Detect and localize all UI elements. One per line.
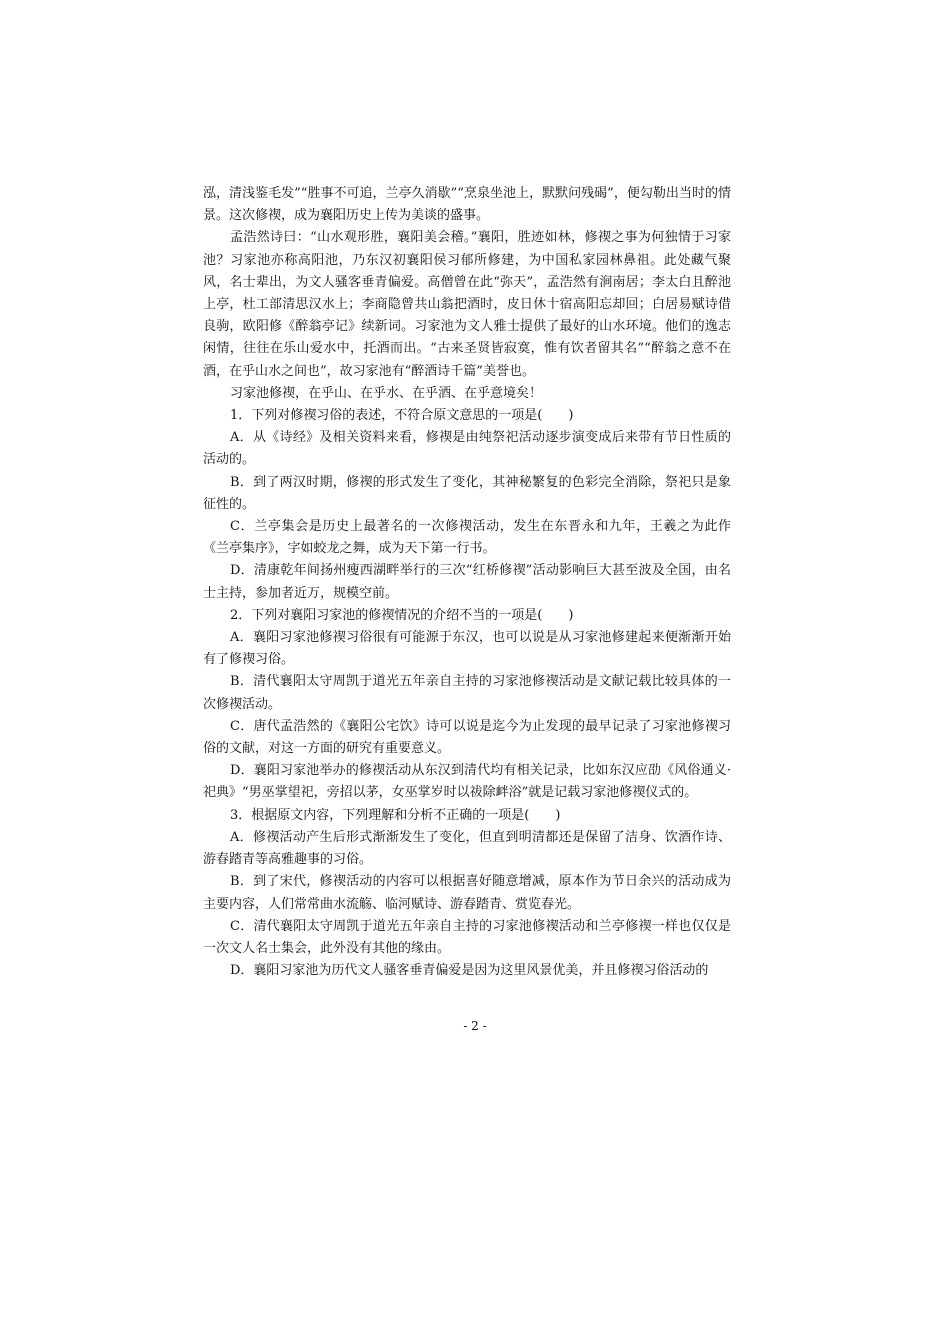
question-1-option-b: B．到了两汉时期，修禊的形式发生了变化，其神秘繁复的色彩完全消除，祭祀只是象征性的。 [203,474,731,512]
document-page [203,183,731,982]
question-3-option-a: A．修禊活动产生后形式渐渐发生了变化，但直到明清都还是保留了洁身、饮酒作诗、游春踏青等高雅趣事的习俗。 [203,829,731,868]
question-2-option-a: A．襄阳习家池修禊习俗很有可能源于东汉，也可以说是从习家池修建起来便渐渐开始有了修禊习俗。 [203,630,731,668]
question-2-stem: 2．下列对襄阳习家池的修禊情况的介绍不当的一项是( ) [230,607,574,623]
question-1-option-a: A．从《诗经》及相关资料来看，修禊是由纯祭祀活动逐步演变成后来带有节日性质的活动的。 [203,430,731,468]
page-number: - 2 - [463,1019,487,1033]
question-1-option-d: D．清康乾年间扬州瘦西湖畔举行的三次“红桥修禊”活动影响巨大甚至波及全国，由名士主持，参加者近万，规模空前。 [203,563,731,601]
question-1-stem: 1．下列对修禊习俗的表述，不符合原文意思的一项是( ) [230,408,574,424]
question-3-option-d: D．襄阳习家池为历代文人骚客垂青偏爱是因为这里风景优美，并且修禊习俗活动的 [230,963,709,979]
question-3-option-c: C．清代襄阳太守周凯于道光五年亲自主持的习家池修禊活动和兰亭修禊一样也仅仅是一次文人名士集会，此外没有其他的缘由。 [203,918,731,956]
question-3-option-b: B．到了宋代，修禊活动的内容可以根据喜好随意增减，原本作为节日余兴的活动成为主要内容，人们常常曲水流觞、临河赋诗、游春踏青、赏览春光。 [203,874,731,912]
paragraph-conclusion: 习家池修禊，在乎山、在乎水、在乎酒、在乎意境矣！ [230,385,543,401]
question-2-option-c: C．唐代孟浩然的《襄阳公宅饮》诗可以说是迄今为止发现的最早记录了习家池修禊习俗的文献，对这一方面的研究有重要意义。 [203,718,731,757]
paragraph-meng-haoran: 孟浩然诗曰：“山水观形胜，襄阳美会稽。”襄阳，胜迹如林，修禊之事为何独情于习家池？习家池亦称高阳池，乃东汉初襄阳侯习郁所修建，为中国私家园林鼻祖。此处藏气聚风，名士辈出，为文人骚客垂青偏爱。高僧曾在此“弥天”，孟浩然有涧南居；李太白且醉池上亭，杜工部清思汉水上；李商隐曾共山翁把酒时，皮日休十宿高阳忘却回；白居易赋诗借良驹，欧阳修《醉翁亭记》续新词。习家池为文人雅士提供了最好的山水环境。他们的逸志闲情，往往在乐山爱水中，托酒而出。“古来圣贤皆寂寞，惟有饮者留其名”“醉翁之意不在酒，在乎山水之间也”，故习家池有“醉酒诗千篇”美誉也。 [203,230,731,379]
question-2-option-d: D．襄阳习家池举办的修禊活动从东汉到清代均有相关记录，比如东汉应劭《风俗通义·祀典》“男巫掌望祀，旁招以茅，女巫掌岁时以祓除衅浴”就是记载习家池修禊仪式的。 [203,763,731,801]
question-1-option-c: C．兰亭集会是历史上最著名的一次修禊活动，发生在东晋永和九年，王羲之为此作《兰亭集序》，字如蛟龙之舞，成为天下第一行书。 [203,519,731,557]
question-2-option-b: B．清代襄阳太守周凯于道光五年亲自主持的习家池修禊活动是文献记载比较具体的一次修禊活动。 [203,674,731,712]
question-3-stem: 3．根据原文内容，下列理解和分析不正确的一项是( ) [230,807,561,823]
paragraph-continuation: 泓，清浅鉴毛发”“胜事不可追，兰亭久消歇”“烹泉坐池上，默默问残碣”，便勾勒出当时的情景。这次修禊，成为襄阳历史上传为美谈的盛事。 [203,186,731,224]
